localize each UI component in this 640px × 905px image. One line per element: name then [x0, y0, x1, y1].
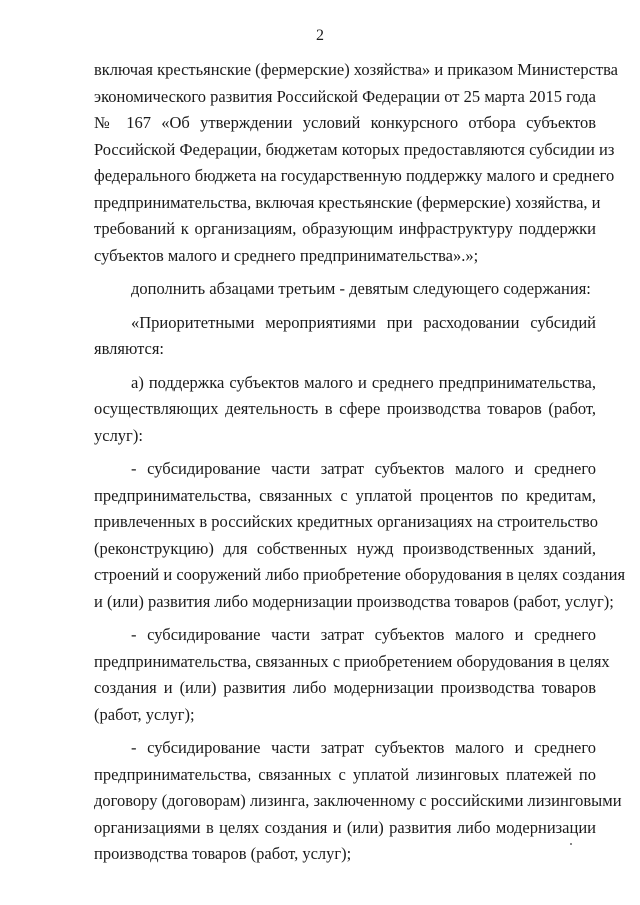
- text-line: включая крестьянские (фермерские) хозяйства» и приказом Министерства: [94, 60, 619, 79]
- body-text: [94, 57, 626, 868]
- text-line: организациями в целях создания и (или) развития либо модернизации: [94, 817, 596, 837]
- text-line: требований к организациям, образующим инфраструктуру поддержки: [94, 219, 596, 238]
- text-line: предпринимательства, связанных с уплатой лизинговых платежей по: [94, 764, 596, 784]
- text-line: Российской Федерации, бюджетам которых предоставляются субсидии из: [94, 139, 615, 159]
- text-line: договору (договорам) лизинга, заключенному с российскими лизинговыми: [94, 791, 622, 810]
- text-line: осуществляющих деятельность в сфере производства товаров (работ,: [94, 399, 596, 418]
- text-line: и (или) развития либо модернизации производства товаров (работ, услуг);: [94, 591, 614, 611]
- page-number: 2: [316, 27, 324, 44]
- paragraph-start: - субсидирование части затрат субъектов малого и среднего: [131, 625, 596, 644]
- paragraph-start: - субсидирование части затрат субъектов малого и среднего: [131, 459, 596, 478]
- text-line: (работ, услуг);: [94, 704, 195, 724]
- text-line: привлеченных в российских кредитных организациях на строительство: [94, 512, 598, 531]
- text-line: предпринимательства, связанных с приобретением оборудования в целях: [94, 651, 610, 671]
- text-line: предпринимательства, включая крестьянские (фермерские) хозяйства, и: [94, 192, 601, 212]
- paragraph-start: дополнить абзацами третьим - девятым следующего содержания:: [131, 279, 591, 298]
- text-line: создания и (или) развития либо модернизации производства товаров: [94, 678, 596, 697]
- text-line: производства товаров (работ, услуг);: [94, 844, 352, 863]
- text-line: строений и сооружений либо приобретение оборудования в целях создания: [94, 565, 626, 584]
- text-line: (реконструкцию) для собственных нужд производственных зданий,: [94, 538, 596, 558]
- text-line: № 167 «Об утверждении условий конкурсного отбора субъектов: [94, 113, 596, 132]
- text-line: услуг):: [94, 425, 143, 445]
- text-line: предпринимательства, связанных с уплатой процентов по кредитам,: [94, 485, 596, 505]
- scan-speck: [570, 843, 572, 845]
- paragraph-start: - субсидирование части затрат субъектов малого и среднего: [131, 738, 596, 757]
- paragraph-start: а) поддержка субъектов малого и среднего предпринимательства,: [131, 372, 596, 392]
- text-line: экономического развития Российской Федерации от 25 марта 2015 года: [94, 86, 596, 106]
- paragraph-start: «Приоритетными мероприятиями при расходовании субсидий: [131, 312, 596, 332]
- text-line: федерального бюджета на государственную поддержку малого и среднего: [94, 166, 615, 185]
- text-line: являются:: [94, 339, 165, 358]
- text-line: субъектов малого и среднего предпринимательства».»;: [94, 245, 479, 265]
